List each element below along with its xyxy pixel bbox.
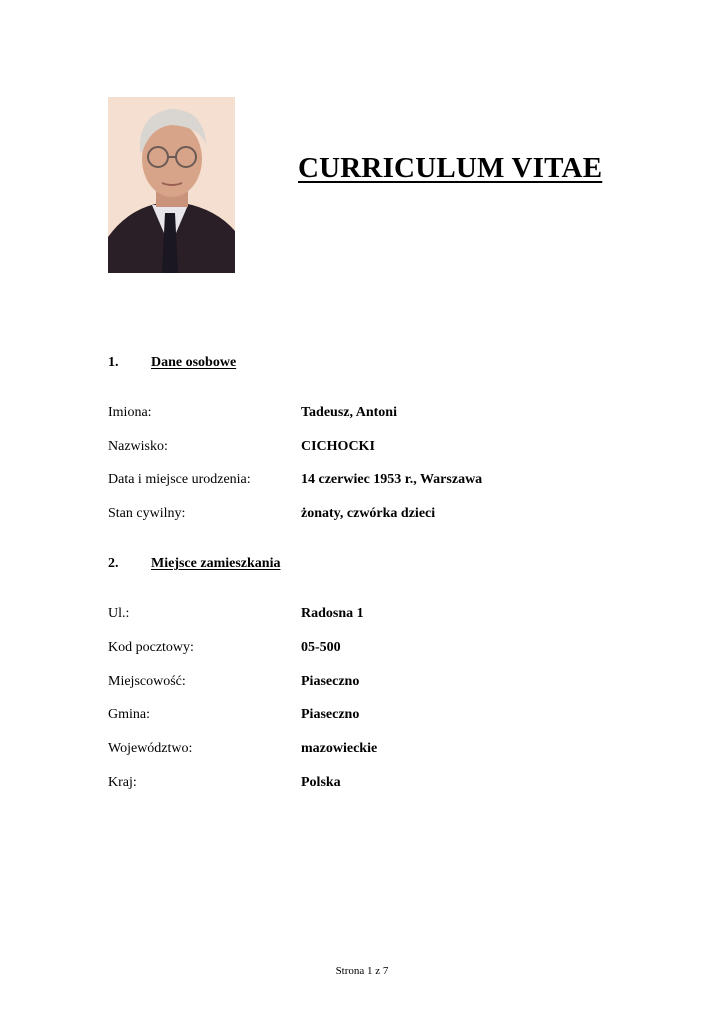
row-label: Województwo:	[108, 741, 193, 756]
row-label: Ul.:	[108, 606, 130, 621]
row-label: Imiona:	[108, 405, 152, 420]
row-label: Kraj:	[108, 775, 137, 790]
row-label: Gmina:	[108, 707, 150, 722]
section-number: 1.	[108, 355, 119, 370]
row-value: żonaty, czwórka dzieci	[301, 506, 436, 521]
page-number-footer: Strona 1 z 7	[335, 965, 389, 977]
document-title: CURRICULUM VITAE	[298, 152, 603, 184]
row-value: 14 czerwiec 1953 r., Warszawa	[301, 472, 483, 487]
row-value: Radosna 1	[301, 606, 364, 621]
row-label: Data i miejsce urodzenia:	[108, 472, 251, 487]
row-label: Miejscowość:	[108, 674, 186, 689]
row-label: Kod pocztowy:	[108, 640, 194, 655]
row-value: Piaseczno	[301, 674, 360, 689]
section-residence-heading	[108, 556, 280, 572]
row-value: CICHOCKI	[301, 439, 375, 454]
section-heading: Miejsce zamieszkania	[151, 556, 281, 571]
row-value: 05-500	[301, 640, 341, 655]
row-value: Polska	[301, 775, 341, 790]
row-value: mazowieckie	[301, 741, 378, 756]
row-value: Piaseczno	[301, 707, 360, 722]
row-label: Nazwisko:	[108, 439, 168, 454]
section-heading: Dane osobowe	[151, 355, 237, 370]
row-label: Stan cywilny:	[108, 506, 186, 521]
row-value: Tadeusz, Antoni	[301, 405, 397, 420]
section-personal-data-heading	[108, 355, 236, 371]
portrait-photo	[108, 97, 235, 273]
section-number: 2.	[108, 556, 119, 571]
